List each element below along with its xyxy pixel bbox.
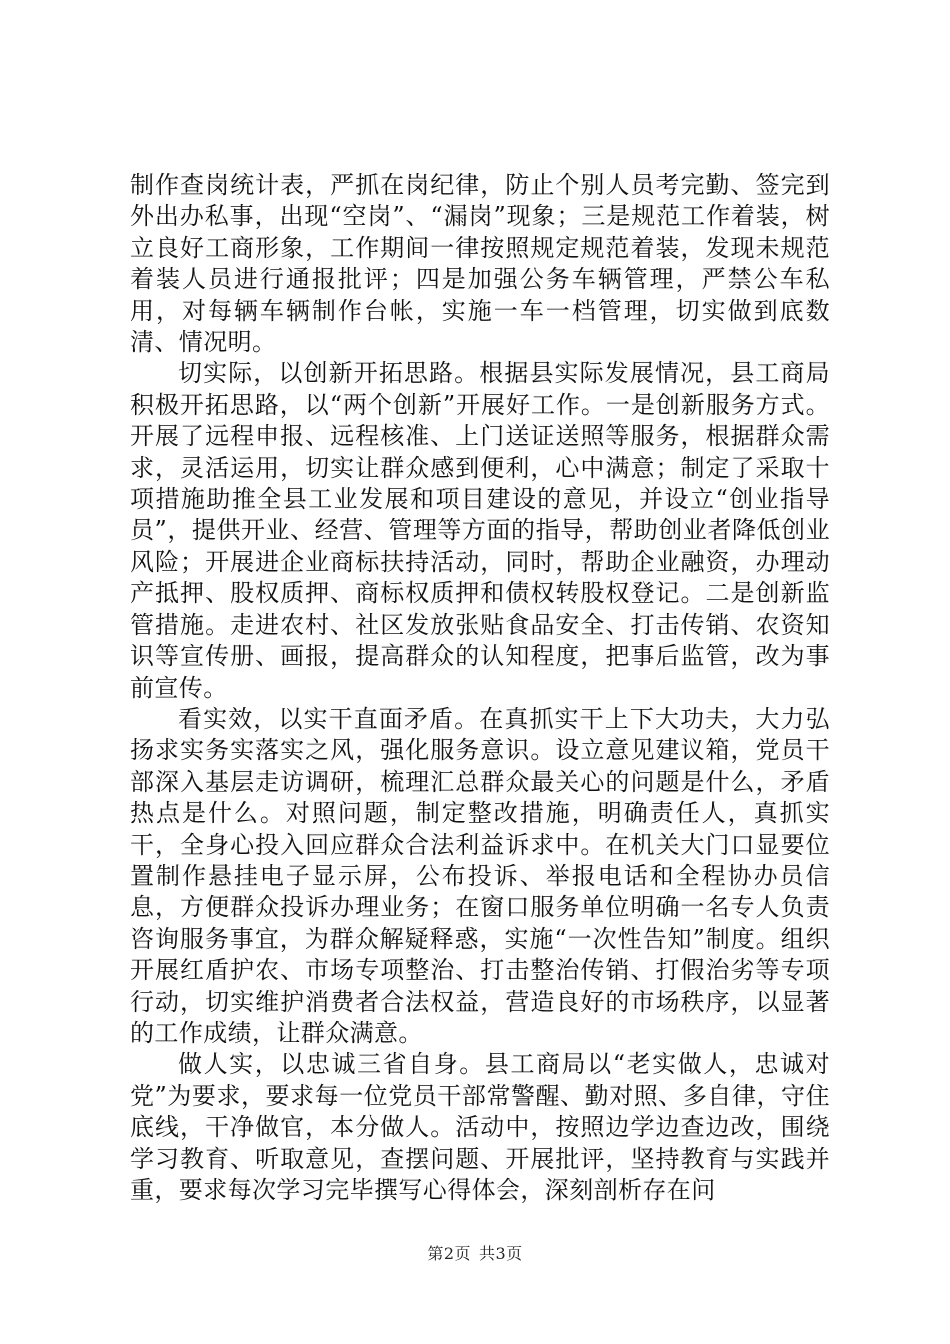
page-number: 第2页 (427, 1244, 471, 1263)
page-footer (0, 1244, 950, 1264)
paragraph-2: 切实际，以创新开拓思路。根据县实际发展情况，县工商局积极开拓思路，以“两个创新”开展好工作。一是创新服务方式。开展了远程申报、远程核准、上门送证送照等服务，根据群众需求，灵活运用，切实让群众感到便利，心中满意；制定了采取十项措施助推全县工业发展和项目建设的意见，并设立“创业指导员”，提供开业、经营、管理等方面的指导，帮助创业者降低创业风险；开展进企业商标扶持活动，同时，帮助企业融资，办理动产抵押、股权质押、商标权质押和债权转股权登记。二是创新监管措施。走进农村、社区发放张贴食品安全、打击传销、农资知识等宣传册、画报，提高群众的认知程度，把事后监管，改为事前宣传。 (130, 359, 830, 702)
paragraph-1: 制作查岗统计表，严抓在岗纪律，防止个别人员考完勤、签完到外出办私事，出现“空岗”、“漏岗”现象；三是规范工作着装，树立良好工商形象，工作期间一律按照规定规范着装，发现未规范着装人员进行通报批评；四是加强公务车辆管理，严禁公车私用，对每辆车辆制作台帐，实施一车一档管理，切实做到底数清、情况明。 (130, 171, 830, 357)
page-total: 共3页 (479, 1244, 523, 1263)
paragraph-4: 做人实，以忠诚三省自身。县工商局以“老实做人，忠诚对党”为要求，要求每一位党员干部常警醒、勤对照、多自律，守住底线，干净做官，本分做人。活动中，按照边学边查边改，围绕学习教育、听取意见，查摆问题、开展批评，坚持教育与实践并重，要求每次学习完毕撰写心得体会，深刻剖析存在问 (130, 1050, 830, 1204)
paragraph-3: 看实效，以实干直面矛盾。在真抓实干上下大功夫，大力弘扬求实务实落实之风，强化服务意识。设立意见建议箱，党员干部深入基层走访调研，梳理汇总群众最关心的问题是什么，矛盾热点是什么。对照问题，制定整改措施，明确责任人，真抓实干，全身心投入回应群众合法利益诉求中。在机关大门口显要位置制作悬挂电子显示屏，公布投诉、举报电话和全程协办员信息，方便群众投诉办理业务；在窗口服务单位明确一名专人负责咨询服务事宜，为群众解疑释惑，实施“一次性告知”制度。组织开展红盾护农、市场专项整治、打击整治传销、打假治劣等专项行动，切实维护消费者合法权益，营造良好的市场秩序，以显著的工作成绩，让群众满意。 (130, 704, 830, 1047)
document-body (130, 170, 830, 1206)
